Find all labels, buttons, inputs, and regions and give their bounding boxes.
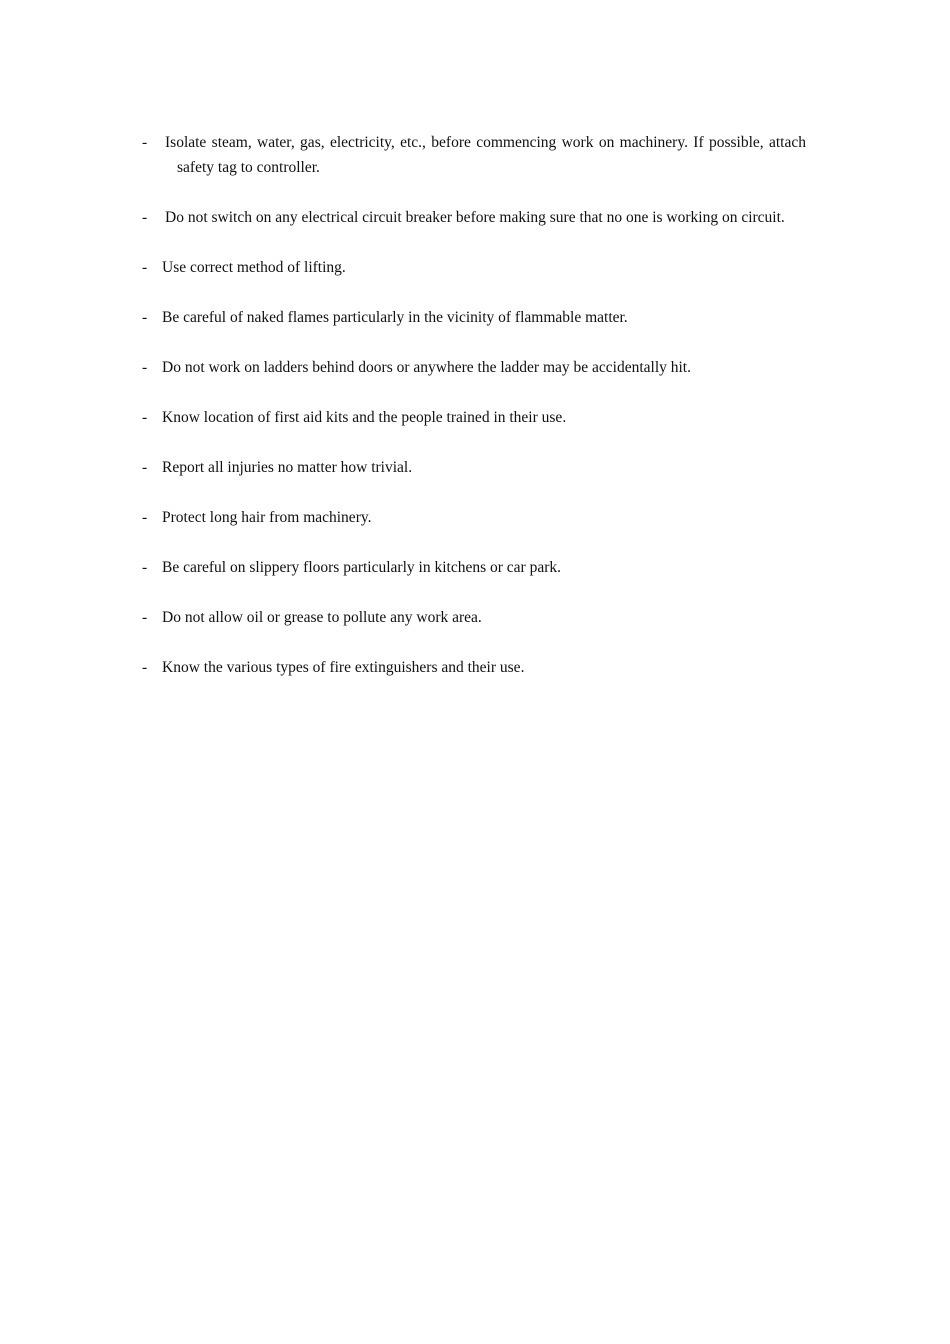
- bullet-dash: -: [142, 459, 148, 476]
- list-item: [142, 555, 806, 580]
- list-item-text: Be careful on slippery floors particularly in kitchens or car park.: [162, 559, 561, 576]
- list-item: [142, 605, 806, 630]
- list-item-text: Protect long hair from machinery.: [162, 509, 372, 526]
- bullet-dash: -: [142, 134, 148, 151]
- list-item-text: Do not switch on any electrical circuit breaker before making sure that no one is working on circuit.: [165, 209, 785, 226]
- list-item: [142, 455, 806, 480]
- list-item-text: Do not work on ladders behind doors or anywhere the ladder may be accidentally hit.: [162, 359, 691, 376]
- list-item-text: Do not allow oil or grease to pollute any work area.: [162, 609, 482, 626]
- bullet-dash: -: [142, 209, 148, 226]
- list-item: [142, 205, 806, 230]
- bullet-dash: -: [142, 659, 148, 676]
- list-item-text: Be careful of naked flames particularly in the vicinity of flammable matter.: [162, 309, 628, 326]
- list-item-text: Report all injuries no matter how trivial.: [162, 459, 413, 476]
- bullet-dash: -: [142, 359, 148, 376]
- list-item: [142, 505, 806, 530]
- bullet-dash: -: [142, 509, 148, 526]
- list-item: [142, 255, 806, 280]
- list-item-text: Know the various types of fire extinguishers and their use.: [162, 659, 525, 676]
- bullet-dash: -: [142, 609, 148, 626]
- list-item: [142, 355, 806, 380]
- bullet-dash: -: [142, 409, 148, 426]
- list-item: [142, 130, 806, 180]
- list-item-text: Isolate steam, water, gas, electricity, etc., before commencing work on machinery. If possible, attach safety tag to controller.: [165, 134, 806, 176]
- bullet-dash: -: [142, 309, 148, 326]
- bullet-dash: -: [142, 259, 148, 276]
- list-item: [142, 405, 806, 430]
- list-item: [142, 655, 806, 680]
- list-item-text: Use correct method of lifting.: [162, 259, 346, 276]
- bullet-dash: -: [142, 559, 148, 576]
- list-item: [142, 305, 806, 330]
- list-item-text: Know location of first aid kits and the people trained in their use.: [162, 409, 567, 426]
- safety-precautions-list: [142, 130, 806, 705]
